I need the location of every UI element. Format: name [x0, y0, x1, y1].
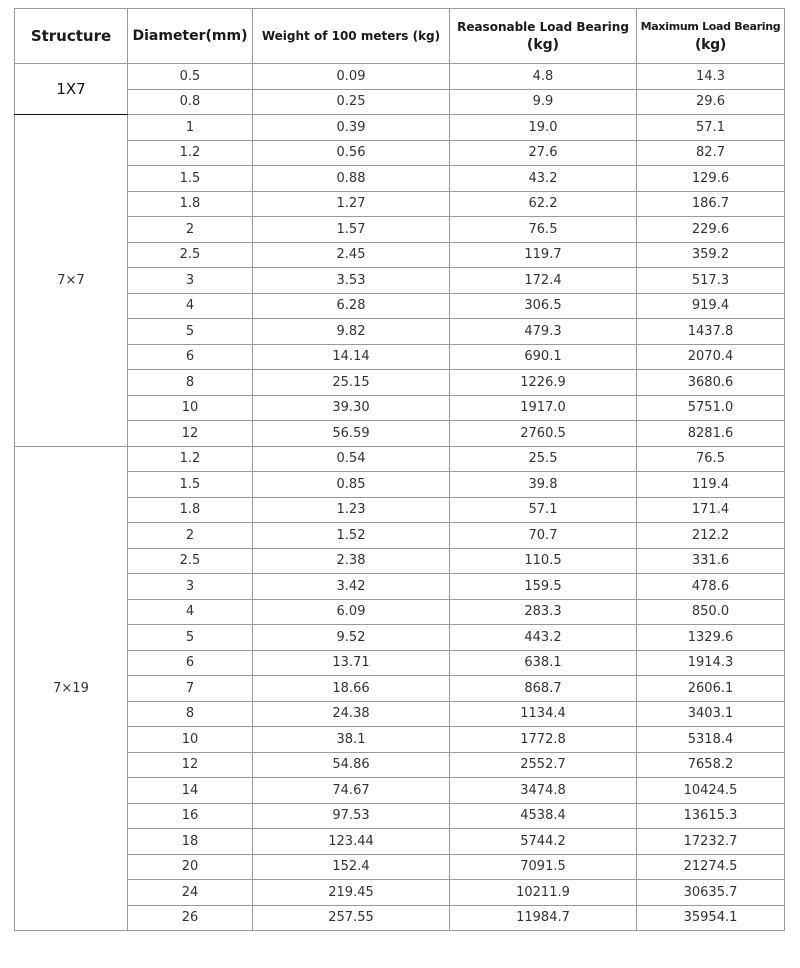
table-row [15, 727, 785, 753]
reasonable-load-cell: 5744.2 [450, 829, 637, 855]
table-row [15, 880, 785, 906]
reasonable-load-cell: 70.7 [450, 523, 637, 549]
weight-cell: 24.38 [253, 701, 450, 727]
table-row [15, 676, 785, 702]
header-reasonable-load-title: Reasonable Load Bearing [457, 20, 629, 34]
table-row [15, 115, 785, 141]
weight-cell: 56.59 [253, 421, 450, 447]
maximum-load-cell: 76.5 [637, 446, 785, 472]
table-row [15, 548, 785, 574]
diameter-cell: 3 [128, 574, 253, 600]
diameter-cell: 14 [128, 778, 253, 804]
table-row [15, 523, 785, 549]
weight-cell: 1.57 [253, 217, 450, 243]
diameter-cell: 1.5 [128, 472, 253, 498]
weight-cell: 9.52 [253, 625, 450, 651]
table-row [15, 574, 785, 600]
reasonable-load-cell: 306.5 [450, 293, 637, 319]
table-row [15, 905, 785, 931]
diameter-cell: 2.5 [128, 548, 253, 574]
table-row [15, 778, 785, 804]
reasonable-load-cell: 11984.7 [450, 905, 637, 931]
diameter-cell: 1.5 [128, 166, 253, 192]
maximum-load-cell: 919.4 [637, 293, 785, 319]
weight-cell: 39.30 [253, 395, 450, 421]
weight-cell: 0.54 [253, 446, 450, 472]
table-row [15, 650, 785, 676]
diameter-cell: 1.8 [128, 191, 253, 217]
reasonable-load-cell: 27.6 [450, 140, 637, 166]
weight-cell: 0.88 [253, 166, 450, 192]
reasonable-load-cell: 19.0 [450, 115, 637, 141]
table-row [15, 854, 785, 880]
table-row [15, 829, 785, 855]
table-row [15, 472, 785, 498]
diameter-cell: 6 [128, 344, 253, 370]
header-row [15, 9, 785, 64]
maximum-load-cell: 10424.5 [637, 778, 785, 804]
diameter-cell: 2 [128, 523, 253, 549]
diameter-cell: 12 [128, 752, 253, 778]
diameter-cell: 5 [128, 625, 253, 651]
weight-cell: 38.1 [253, 727, 450, 753]
header-reasonable-load-unit: (kg) [526, 37, 560, 53]
diameter-cell: 8 [128, 370, 253, 396]
diameter-cell: 24 [128, 880, 253, 906]
table-row [15, 140, 785, 166]
diameter-cell: 8 [128, 701, 253, 727]
weight-cell: 9.82 [253, 319, 450, 345]
header-structure: Structure [15, 9, 128, 64]
structure-cell: 7×19 [15, 446, 128, 931]
diameter-cell: 5 [128, 319, 253, 345]
header-maximum-load-title: Maximum Load Bearing [640, 20, 781, 33]
maximum-load-cell: 186.7 [637, 191, 785, 217]
maximum-load-cell: 119.4 [637, 472, 785, 498]
reasonable-load-cell: 1917.0 [450, 395, 637, 421]
reasonable-load-cell: 43.2 [450, 166, 637, 192]
reasonable-load-cell: 159.5 [450, 574, 637, 600]
reasonable-load-cell: 690.1 [450, 344, 637, 370]
reasonable-load-cell: 9.9 [450, 89, 637, 115]
maximum-load-cell: 2606.1 [637, 676, 785, 702]
table-row [15, 803, 785, 829]
reasonable-load-cell: 1134.4 [450, 701, 637, 727]
weight-cell: 6.09 [253, 599, 450, 625]
weight-cell: 0.39 [253, 115, 450, 141]
maximum-load-cell: 8281.6 [637, 421, 785, 447]
reasonable-load-cell: 2552.7 [450, 752, 637, 778]
weight-cell: 0.09 [253, 64, 450, 90]
header-reasonable-load [450, 9, 637, 64]
diameter-cell: 1.2 [128, 446, 253, 472]
table-row [15, 217, 785, 243]
table-row [15, 268, 785, 294]
reasonable-load-cell: 110.5 [450, 548, 637, 574]
table-row [15, 421, 785, 447]
maximum-load-cell: 1329.6 [637, 625, 785, 651]
reasonable-load-cell: 3474.8 [450, 778, 637, 804]
weight-cell: 97.53 [253, 803, 450, 829]
weight-cell: 13.71 [253, 650, 450, 676]
table-row [15, 370, 785, 396]
table-row [15, 395, 785, 421]
weight-cell: 152.4 [253, 854, 450, 880]
table-row [15, 293, 785, 319]
reasonable-load-cell: 1772.8 [450, 727, 637, 753]
weight-cell: 54.86 [253, 752, 450, 778]
weight-cell: 0.85 [253, 472, 450, 498]
maximum-load-cell: 7658.2 [637, 752, 785, 778]
reasonable-load-cell: 172.4 [450, 268, 637, 294]
reasonable-load-cell: 76.5 [450, 217, 637, 243]
table-row [15, 344, 785, 370]
maximum-load-cell: 1437.8 [637, 319, 785, 345]
reasonable-load-cell: 10211.9 [450, 880, 637, 906]
diameter-cell: 0.8 [128, 89, 253, 115]
table-row [15, 599, 785, 625]
reasonable-load-cell: 25.5 [450, 446, 637, 472]
table-row [15, 242, 785, 268]
maximum-load-cell: 3403.1 [637, 701, 785, 727]
table-row [15, 625, 785, 651]
diameter-cell: 12 [128, 421, 253, 447]
header-weight: Weight of 100 meters (kg) [253, 9, 450, 64]
weight-cell: 0.25 [253, 89, 450, 115]
weight-cell: 2.38 [253, 548, 450, 574]
weight-cell: 0.56 [253, 140, 450, 166]
weight-cell: 1.27 [253, 191, 450, 217]
header-maximum-load [637, 9, 785, 64]
maximum-load-cell: 3680.6 [637, 370, 785, 396]
header-maximum-load-unit: (kg) [695, 37, 726, 53]
structure-cell: 1X7 [15, 64, 128, 115]
maximum-load-cell: 57.1 [637, 115, 785, 141]
maximum-load-cell: 2070.4 [637, 344, 785, 370]
maximum-load-cell: 5751.0 [637, 395, 785, 421]
weight-cell: 6.28 [253, 293, 450, 319]
weight-cell: 25.15 [253, 370, 450, 396]
table-row [15, 191, 785, 217]
maximum-load-cell: 13615.3 [637, 803, 785, 829]
diameter-cell: 16 [128, 803, 253, 829]
weight-cell: 123.44 [253, 829, 450, 855]
maximum-load-cell: 5318.4 [637, 727, 785, 753]
diameter-cell: 1.2 [128, 140, 253, 166]
maximum-load-cell: 82.7 [637, 140, 785, 166]
weight-cell: 18.66 [253, 676, 450, 702]
diameter-cell: 1.8 [128, 497, 253, 523]
diameter-cell: 4 [128, 599, 253, 625]
maximum-load-cell: 21274.5 [637, 854, 785, 880]
header-diameter: Diameter(mm) [128, 9, 253, 64]
table-row [15, 752, 785, 778]
maximum-load-cell: 171.4 [637, 497, 785, 523]
maximum-load-cell: 212.2 [637, 523, 785, 549]
diameter-cell: 10 [128, 727, 253, 753]
diameter-cell: 6 [128, 650, 253, 676]
reasonable-load-cell: 283.3 [450, 599, 637, 625]
diameter-cell: 26 [128, 905, 253, 931]
diameter-cell: 1 [128, 115, 253, 141]
table-header [15, 9, 785, 64]
maximum-load-cell: 129.6 [637, 166, 785, 192]
table-row [15, 497, 785, 523]
weight-cell: 1.23 [253, 497, 450, 523]
reasonable-load-cell: 638.1 [450, 650, 637, 676]
weight-cell: 2.45 [253, 242, 450, 268]
maximum-load-cell: 1914.3 [637, 650, 785, 676]
reasonable-load-cell: 7091.5 [450, 854, 637, 880]
diameter-cell: 2.5 [128, 242, 253, 268]
reasonable-load-cell: 62.2 [450, 191, 637, 217]
reasonable-load-cell: 4.8 [450, 64, 637, 90]
diameter-cell: 20 [128, 854, 253, 880]
diameter-cell: 18 [128, 829, 253, 855]
maximum-load-cell: 17232.7 [637, 829, 785, 855]
maximum-load-cell: 850.0 [637, 599, 785, 625]
table-body [15, 64, 785, 931]
table-row [15, 89, 785, 115]
reasonable-load-cell: 39.8 [450, 472, 637, 498]
table-row [15, 701, 785, 727]
structure-cell: 7×7 [15, 115, 128, 447]
maximum-load-cell: 29.6 [637, 89, 785, 115]
diameter-cell: 10 [128, 395, 253, 421]
reasonable-load-cell: 1226.9 [450, 370, 637, 396]
reasonable-load-cell: 119.7 [450, 242, 637, 268]
maximum-load-cell: 331.6 [637, 548, 785, 574]
maximum-load-cell: 517.3 [637, 268, 785, 294]
maximum-load-cell: 359.2 [637, 242, 785, 268]
weight-cell: 3.42 [253, 574, 450, 600]
diameter-cell: 3 [128, 268, 253, 294]
weight-cell: 257.55 [253, 905, 450, 931]
weight-cell: 3.53 [253, 268, 450, 294]
maximum-load-cell: 478.6 [637, 574, 785, 600]
diameter-cell: 2 [128, 217, 253, 243]
wire-rope-spec-table [14, 8, 785, 931]
reasonable-load-cell: 57.1 [450, 497, 637, 523]
diameter-cell: 4 [128, 293, 253, 319]
table-row [15, 446, 785, 472]
table-row [15, 64, 785, 90]
maximum-load-cell: 229.6 [637, 217, 785, 243]
reasonable-load-cell: 443.2 [450, 625, 637, 651]
maximum-load-cell: 30635.7 [637, 880, 785, 906]
weight-cell: 14.14 [253, 344, 450, 370]
reasonable-load-cell: 4538.4 [450, 803, 637, 829]
weight-cell: 219.45 [253, 880, 450, 906]
weight-cell: 74.67 [253, 778, 450, 804]
maximum-load-cell: 14.3 [637, 64, 785, 90]
diameter-cell: 0.5 [128, 64, 253, 90]
weight-cell: 1.52 [253, 523, 450, 549]
reasonable-load-cell: 868.7 [450, 676, 637, 702]
table-row [15, 319, 785, 345]
reasonable-load-cell: 479.3 [450, 319, 637, 345]
table-row [15, 166, 785, 192]
reasonable-load-cell: 2760.5 [450, 421, 637, 447]
maximum-load-cell: 35954.1 [637, 905, 785, 931]
diameter-cell: 7 [128, 676, 253, 702]
